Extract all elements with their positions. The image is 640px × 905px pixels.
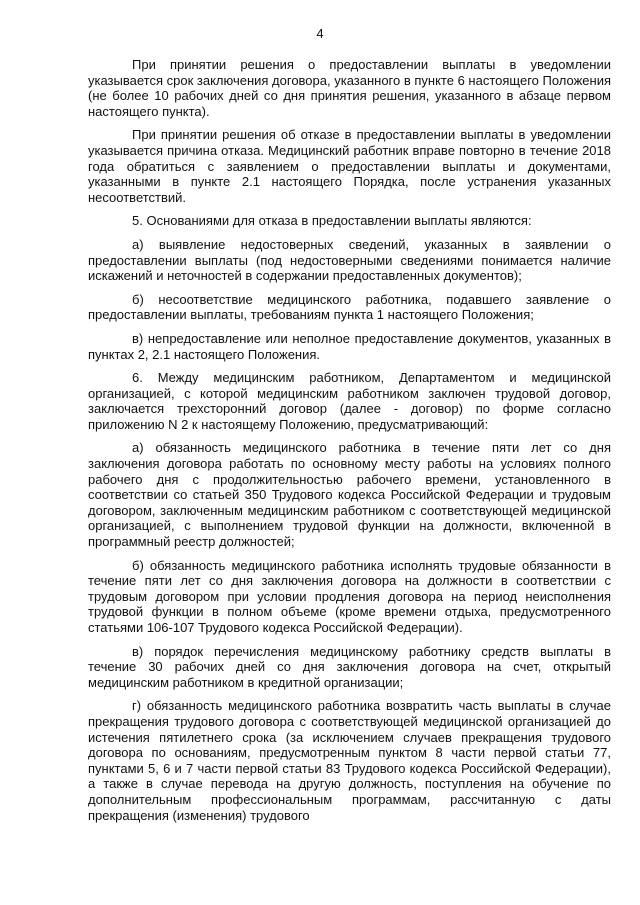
page-number: 4 — [316, 26, 324, 41]
paragraph-5a: а) выявление недостоверных сведений, указанных в заявлении о предоставлении выплаты (под недостоверными сведениями понимается наличие искажений и неточностей в содержании предоставленных документов); — [88, 236, 611, 284]
paragraph-6a: а) обязанность медицинского работника в течение пяти лет со дня заключения договора работать по основному месту работы на условиях полного рабочего дня с продолжительностью рабочего времени, установленного в соответствии со статьей 350 Трудового кодекса Российской Федерации и трудовым договором, заключенным медицинским работником с соответствующей медицинской организацией, с выполнением трудовой функции на должности, включенной в программный реестр должностей; — [88, 440, 611, 550]
paragraph-6b: б) обязанность медицинского работника исполнять трудовые обязанности в течение пяти лет со дня заключения договора на должности в соответствии с трудовым договором при условии продления договора на период неисполнения трудовой функции в полном объеме (кроме времени отдыха, предусмотренного статьями 106-107 Трудового кодекса Российской Федерации). — [88, 557, 611, 635]
paragraph-section-6: 6. Между медицинским работником, Департаментом и медицинской организацией, с которой медицинским работником заключен трудовой договор, заключается трехсторонний договор (далее - договор) по форме согласно приложению N 2 к настоящему Положению, предусматривающий: — [88, 370, 611, 432]
paragraph-5v: в) непредоставление или неполное предоставление документов, указанных в пунктах 2, 2.1 настоящего Положения. — [88, 330, 611, 362]
paragraph-6v: в) порядок перечисления медицинскому работнику средств выплаты в течение 30 рабочих дней со дня заключения договора на счет, открытый медицинским работником в кредитной организации; — [88, 643, 611, 690]
paragraph-6g: г) обязанность медицинского работника возвратить часть выплаты в случае прекращения трудового договора с соответствующей медицинской организацией до истечения пятилетнего срока (за исключением случаев прекращения трудового договора по основаниям, предусмотренным пунктом 8 части первой статьи 77, пунктами 5, 6 и 7 части первой статьи 83 Трудового кодекса Российской Федерации), а также в случае перевода на другую должность, поступления на обучение по дополнительным профессиональным программам, рассчитанную с даты прекращения (изменения) трудового — [88, 698, 611, 823]
paragraph-section-5-heading: 5. Основаниями для отказа в предоставлении выплаты являются: — [132, 213, 532, 229]
paragraph-5b: б) несоответствие медицинского работника, подавшего заявление о предоставлении выплаты, требованиям пункта 1 настоящего Положения; — [88, 291, 611, 323]
paragraph-refusal-reason: При принятии решения об отказе в предоставлении выплаты в уведомлении указывается причина отказа. Медицинский работник вправе повторно в течение 2018 года обратиться с заявлением о предоставлении выплаты и документами, указанными в пункте 2.1 настоящего Порядка, после устранения указанных несоответствий. — [88, 127, 611, 205]
paragraph-decision-term: При принятии решения о предоставлении выплаты в уведомлении указывается срок заключения договора, указанного в пункте 6 настоящего Положения (не более 10 рабочих дней со дня принятия решения, указанного в абзаце первом настоящего пункта). — [88, 57, 611, 119]
document-body — [88, 57, 611, 831]
